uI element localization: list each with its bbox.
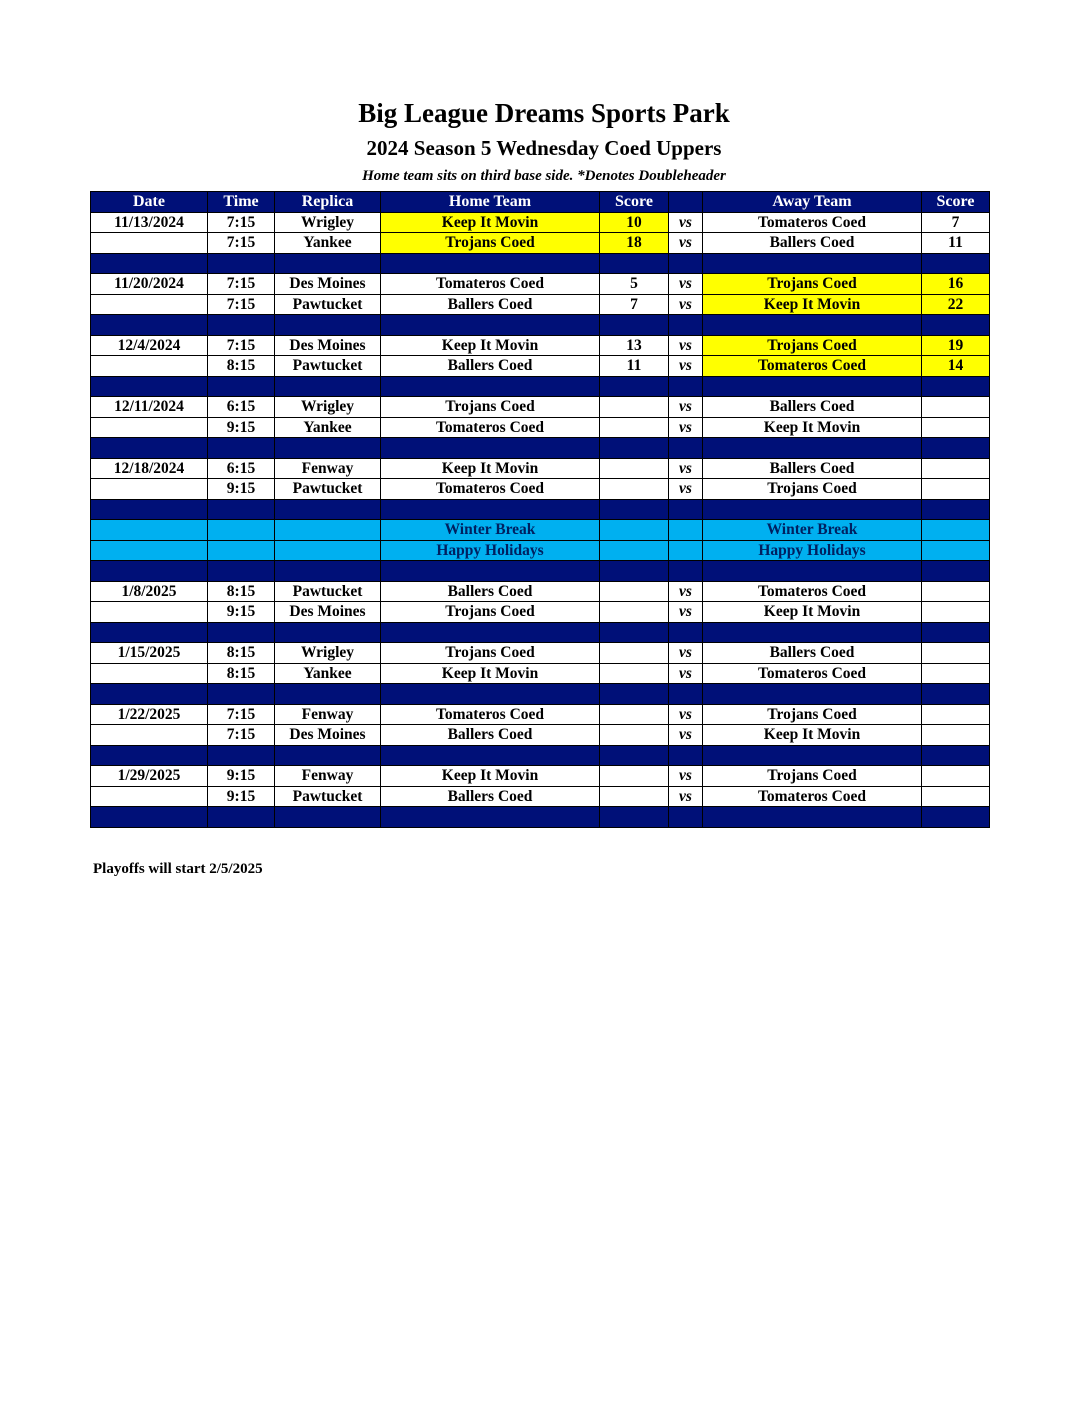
away-score-cell <box>922 602 990 623</box>
game-row <box>91 786 990 807</box>
break-cell <box>91 540 208 561</box>
separator-row <box>91 622 990 643</box>
playoffs-note: Playoffs will start 2/5/2025 <box>93 861 263 877</box>
vs-label: vs <box>669 602 703 623</box>
away-score-cell: 19 <box>922 335 990 356</box>
separator-cell <box>91 807 208 828</box>
separator-cell <box>600 438 669 459</box>
separator-cell <box>208 745 275 766</box>
separator-row <box>91 253 990 274</box>
home-score-cell <box>600 663 669 684</box>
game-row <box>91 663 990 684</box>
page-subtitle: 2024 Season 5 Wednesday Coed Uppers <box>366 136 722 160</box>
date-cell <box>91 786 208 807</box>
date-cell: 12/4/2024 <box>91 335 208 356</box>
separator-cell <box>703 376 922 397</box>
replica-cell: Des Moines <box>275 335 381 356</box>
separator-cell <box>703 561 922 582</box>
separator-cell <box>381 376 600 397</box>
break-label: Happy Holidays <box>381 540 600 561</box>
vs-label: vs <box>669 643 703 664</box>
separator-cell <box>381 745 600 766</box>
separator-cell <box>703 622 922 643</box>
away-team-cell: Ballers Coed <box>703 643 922 664</box>
time-cell: 7:15 <box>208 725 275 746</box>
game-row <box>91 479 990 500</box>
vs-label: vs <box>669 294 703 315</box>
separator-row <box>91 499 990 520</box>
separator-cell <box>922 807 990 828</box>
home-score-cell: 11 <box>600 356 669 377</box>
header-date: Date <box>91 192 208 213</box>
separator-cell <box>381 807 600 828</box>
away-score-cell: 22 <box>922 294 990 315</box>
replica-cell: Des Moines <box>275 725 381 746</box>
separator-cell <box>91 745 208 766</box>
time-cell: 7:15 <box>208 212 275 233</box>
away-score-cell <box>922 417 990 438</box>
separator-cell <box>669 807 703 828</box>
separator-cell <box>600 622 669 643</box>
home-team-cell: Keep It Movin <box>381 766 600 787</box>
date-cell <box>91 663 208 684</box>
separator-cell <box>91 622 208 643</box>
separator-cell <box>91 253 208 274</box>
away-score-cell: 14 <box>922 356 990 377</box>
separator-cell <box>703 499 922 520</box>
away-score-cell <box>922 786 990 807</box>
separator-row <box>91 684 990 705</box>
time-cell: 8:15 <box>208 663 275 684</box>
separator-cell <box>600 745 669 766</box>
header-home-score: Score <box>600 192 669 213</box>
game-row <box>91 581 990 602</box>
break-row <box>91 520 990 541</box>
away-team-cell: Keep It Movin <box>703 602 922 623</box>
vs-label: vs <box>669 581 703 602</box>
separator-cell <box>275 499 381 520</box>
game-row <box>91 397 990 418</box>
separator-cell <box>275 315 381 336</box>
replica-cell: Fenway <box>275 704 381 725</box>
separator-row <box>91 807 990 828</box>
separator-cell <box>669 315 703 336</box>
separator-cell <box>669 622 703 643</box>
time-cell: 6:15 <box>208 458 275 479</box>
separator-cell <box>922 684 990 705</box>
break-label: Happy Holidays <box>703 540 922 561</box>
separator-cell <box>381 684 600 705</box>
separator-cell <box>91 499 208 520</box>
separator-cell <box>600 499 669 520</box>
time-cell: 9:15 <box>208 766 275 787</box>
game-row <box>91 274 990 295</box>
home-team-cell: Tomateros Coed <box>381 417 600 438</box>
separator-cell <box>208 315 275 336</box>
replica-cell: Fenway <box>275 766 381 787</box>
home-score-cell <box>600 479 669 500</box>
schedule-table <box>90 191 990 828</box>
vs-label: vs <box>669 335 703 356</box>
time-cell: 9:15 <box>208 417 275 438</box>
header-time: Time <box>208 192 275 213</box>
date-cell <box>91 356 208 377</box>
home-team-cell: Ballers Coed <box>381 294 600 315</box>
date-cell <box>91 602 208 623</box>
vs-label: vs <box>669 766 703 787</box>
separator-cell <box>703 807 922 828</box>
away-score-cell <box>922 663 990 684</box>
away-team-cell: Trojans Coed <box>703 766 922 787</box>
home-score-cell <box>600 766 669 787</box>
separator-cell <box>275 807 381 828</box>
date-cell: 11/13/2024 <box>91 212 208 233</box>
time-cell: 8:15 <box>208 356 275 377</box>
home-team-cell: Trojans Coed <box>381 233 600 254</box>
separator-cell <box>381 315 600 336</box>
home-team-cell: Keep It Movin <box>381 458 600 479</box>
separator-cell <box>208 684 275 705</box>
separator-cell <box>381 253 600 274</box>
time-cell: 8:15 <box>208 581 275 602</box>
vs-label: vs <box>669 704 703 725</box>
break-label: Winter Break <box>703 520 922 541</box>
separator-cell <box>381 622 600 643</box>
away-team-cell: Trojans Coed <box>703 704 922 725</box>
separator-cell <box>91 315 208 336</box>
away-team-cell: Ballers Coed <box>703 233 922 254</box>
separator-cell <box>91 684 208 705</box>
separator-row <box>91 376 990 397</box>
break-cell <box>669 520 703 541</box>
break-row <box>91 540 990 561</box>
date-cell: 1/22/2025 <box>91 704 208 725</box>
away-team-cell: Trojans Coed <box>703 335 922 356</box>
separator-cell <box>922 745 990 766</box>
time-cell: 7:15 <box>208 233 275 254</box>
break-cell <box>208 520 275 541</box>
game-row <box>91 294 990 315</box>
vs-label: vs <box>669 417 703 438</box>
separator-cell <box>703 684 922 705</box>
home-score-cell: 13 <box>600 335 669 356</box>
separator-cell <box>703 438 922 459</box>
separator-cell <box>208 376 275 397</box>
separator-cell <box>208 622 275 643</box>
time-cell: 7:15 <box>208 294 275 315</box>
break-cell <box>208 540 275 561</box>
date-cell: 1/15/2025 <box>91 643 208 664</box>
separator-cell <box>600 561 669 582</box>
header-vs <box>669 192 703 213</box>
separator-cell <box>208 807 275 828</box>
away-score-cell <box>922 766 990 787</box>
separator-cell <box>600 315 669 336</box>
away-team-cell: Ballers Coed <box>703 397 922 418</box>
replica-cell: Des Moines <box>275 602 381 623</box>
home-team-cell: Ballers Coed <box>381 581 600 602</box>
replica-cell: Pawtucket <box>275 294 381 315</box>
game-row <box>91 356 990 377</box>
time-cell: 7:15 <box>208 704 275 725</box>
home-score-cell <box>600 704 669 725</box>
vs-label: vs <box>669 233 703 254</box>
break-cell <box>922 520 990 541</box>
home-team-cell: Keep It Movin <box>381 212 600 233</box>
home-score-cell: 10 <box>600 212 669 233</box>
home-score-cell <box>600 643 669 664</box>
game-row <box>91 417 990 438</box>
game-row <box>91 725 990 746</box>
away-team-cell: Tomateros Coed <box>703 663 922 684</box>
home-team-cell: Trojans Coed <box>381 602 600 623</box>
away-team-cell: Ballers Coed <box>703 458 922 479</box>
vs-label: vs <box>669 212 703 233</box>
header-away-score: Score <box>922 192 990 213</box>
time-cell: 8:15 <box>208 643 275 664</box>
break-label: Winter Break <box>381 520 600 541</box>
replica-cell: Fenway <box>275 458 381 479</box>
separator-cell <box>381 561 600 582</box>
replica-cell: Pawtucket <box>275 356 381 377</box>
break-cell <box>91 520 208 541</box>
break-cell <box>669 540 703 561</box>
time-cell: 9:15 <box>208 602 275 623</box>
away-team-cell: Tomateros Coed <box>703 356 922 377</box>
break-cell <box>600 540 669 561</box>
separator-cell <box>669 684 703 705</box>
header-replica: Replica <box>275 192 381 213</box>
break-cell <box>600 520 669 541</box>
away-score-cell <box>922 581 990 602</box>
home-score-cell <box>600 602 669 623</box>
time-cell: 6:15 <box>208 397 275 418</box>
home-team-cell: Tomateros Coed <box>381 274 600 295</box>
away-score-cell: 11 <box>922 233 990 254</box>
schedule-body <box>91 212 990 827</box>
vs-label: vs <box>669 479 703 500</box>
separator-cell <box>669 376 703 397</box>
separator-cell <box>91 376 208 397</box>
separator-cell <box>275 622 381 643</box>
game-row <box>91 766 990 787</box>
separator-cell <box>669 561 703 582</box>
vs-label: vs <box>669 274 703 295</box>
date-cell: 12/18/2024 <box>91 458 208 479</box>
date-cell: 11/20/2024 <box>91 274 208 295</box>
home-score-cell: 7 <box>600 294 669 315</box>
date-cell <box>91 294 208 315</box>
game-row <box>91 643 990 664</box>
away-team-cell: Tomateros Coed <box>703 581 922 602</box>
game-row <box>91 458 990 479</box>
separator-cell <box>600 376 669 397</box>
time-cell: 7:15 <box>208 274 275 295</box>
header-away-team: Away Team <box>703 192 922 213</box>
home-score-cell: 18 <box>600 233 669 254</box>
game-row <box>91 335 990 356</box>
separator-row <box>91 561 990 582</box>
away-team-cell: Trojans Coed <box>703 479 922 500</box>
date-cell: 1/8/2025 <box>91 581 208 602</box>
separator-cell <box>922 561 990 582</box>
away-team-cell: Tomateros Coed <box>703 212 922 233</box>
separator-cell <box>922 376 990 397</box>
game-row <box>91 704 990 725</box>
home-score-cell <box>600 581 669 602</box>
break-cell <box>275 520 381 541</box>
replica-cell: Wrigley <box>275 397 381 418</box>
separator-cell <box>703 253 922 274</box>
separator-cell <box>922 499 990 520</box>
separator-cell <box>275 745 381 766</box>
away-score-cell <box>922 643 990 664</box>
separator-cell <box>91 561 208 582</box>
separator-cell <box>91 438 208 459</box>
away-score-cell <box>922 725 990 746</box>
replica-cell: Des Moines <box>275 274 381 295</box>
home-team-cell: Tomateros Coed <box>381 479 600 500</box>
replica-cell: Yankee <box>275 417 381 438</box>
date-cell: 12/11/2024 <box>91 397 208 418</box>
schedule-note: Home team sits on third base side. *Denotes Doubleheader <box>362 168 726 184</box>
home-score-cell: 5 <box>600 274 669 295</box>
separator-cell <box>922 315 990 336</box>
away-score-cell <box>922 479 990 500</box>
separator-cell <box>922 253 990 274</box>
separator-cell <box>275 684 381 705</box>
separator-cell <box>275 253 381 274</box>
home-team-cell: Ballers Coed <box>381 725 600 746</box>
home-score-cell <box>600 786 669 807</box>
separator-cell <box>600 253 669 274</box>
away-score-cell <box>922 458 990 479</box>
away-score-cell: 16 <box>922 274 990 295</box>
home-team-cell: Tomateros Coed <box>381 704 600 725</box>
separator-cell <box>922 438 990 459</box>
replica-cell: Yankee <box>275 663 381 684</box>
vs-label: vs <box>669 356 703 377</box>
game-row <box>91 212 990 233</box>
vs-label: vs <box>669 786 703 807</box>
separator-cell <box>275 438 381 459</box>
date-cell: 1/29/2025 <box>91 766 208 787</box>
vs-label: vs <box>669 725 703 746</box>
home-score-cell <box>600 417 669 438</box>
separator-cell <box>669 745 703 766</box>
separator-cell <box>669 253 703 274</box>
date-cell <box>91 479 208 500</box>
separator-row <box>91 745 990 766</box>
away-team-cell: Keep It Movin <box>703 725 922 746</box>
home-score-cell <box>600 397 669 418</box>
away-score-cell <box>922 397 990 418</box>
date-cell <box>91 417 208 438</box>
separator-cell <box>208 499 275 520</box>
page-title: Big League Dreams Sports Park <box>358 98 730 128</box>
break-cell <box>922 540 990 561</box>
separator-cell <box>669 438 703 459</box>
date-cell <box>91 233 208 254</box>
home-team-cell: Keep It Movin <box>381 335 600 356</box>
break-cell <box>275 540 381 561</box>
away-team-cell: Tomateros Coed <box>703 786 922 807</box>
header-row <box>91 192 990 213</box>
home-team-cell: Ballers Coed <box>381 786 600 807</box>
home-score-cell <box>600 725 669 746</box>
separator-row <box>91 438 990 459</box>
away-team-cell: Keep It Movin <box>703 294 922 315</box>
replica-cell: Pawtucket <box>275 581 381 602</box>
replica-cell: Pawtucket <box>275 786 381 807</box>
home-team-cell: Ballers Coed <box>381 356 600 377</box>
game-row <box>91 233 990 254</box>
header-home-team: Home Team <box>381 192 600 213</box>
separator-cell <box>208 438 275 459</box>
away-team-cell: Trojans Coed <box>703 274 922 295</box>
vs-label: vs <box>669 663 703 684</box>
game-row <box>91 602 990 623</box>
separator-cell <box>381 499 600 520</box>
separator-cell <box>922 622 990 643</box>
home-team-cell: Keep It Movin <box>381 663 600 684</box>
separator-cell <box>275 376 381 397</box>
away-team-cell: Keep It Movin <box>703 417 922 438</box>
vs-label: vs <box>669 397 703 418</box>
date-cell <box>91 725 208 746</box>
replica-cell: Wrigley <box>275 643 381 664</box>
separator-cell <box>275 561 381 582</box>
replica-cell: Wrigley <box>275 212 381 233</box>
separator-cell <box>703 315 922 336</box>
time-cell: 7:15 <box>208 335 275 356</box>
separator-cell <box>703 745 922 766</box>
away-score-cell <box>922 704 990 725</box>
separator-cell <box>208 561 275 582</box>
vs-label: vs <box>669 458 703 479</box>
separator-row <box>91 315 990 336</box>
separator-cell <box>600 684 669 705</box>
away-score-cell: 7 <box>922 212 990 233</box>
separator-cell <box>381 438 600 459</box>
separator-cell <box>600 807 669 828</box>
replica-cell: Yankee <box>275 233 381 254</box>
replica-cell: Pawtucket <box>275 479 381 500</box>
separator-cell <box>208 253 275 274</box>
home-score-cell <box>600 458 669 479</box>
home-team-cell: Trojans Coed <box>381 643 600 664</box>
home-team-cell: Trojans Coed <box>381 397 600 418</box>
time-cell: 9:15 <box>208 786 275 807</box>
time-cell: 9:15 <box>208 479 275 500</box>
separator-cell <box>669 499 703 520</box>
